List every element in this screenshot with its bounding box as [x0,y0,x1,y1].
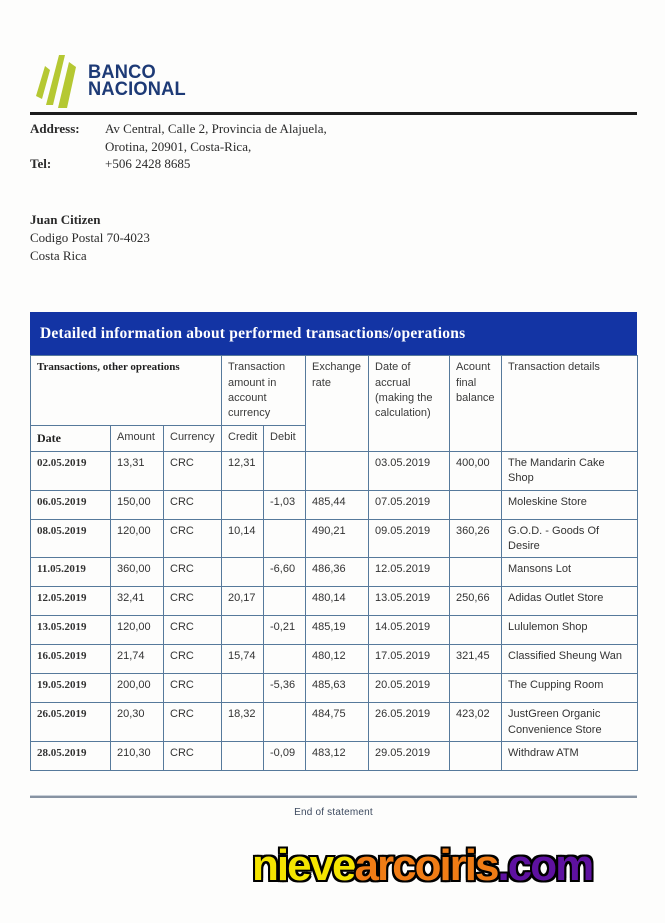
header-debit: Debit [264,425,306,451]
cell-currency: CRC [164,616,222,645]
table-row [31,558,638,587]
cell-credit [222,558,264,587]
table-header-row-1 [31,356,638,426]
watermark-part-1: nieve [252,841,355,890]
cell-amount: 210,30 [111,742,164,771]
cell-exchange-rate: 480,14 [306,587,369,616]
cell-credit: 20,17 [222,587,264,616]
cell-currency: CRC [164,451,222,490]
cell-debit: -0,21 [264,616,306,645]
cell-date: 06.05.2019 [31,490,111,519]
cell-exchange-rate: 485,63 [306,674,369,703]
cell-details: Classified Sheung Wan [502,645,638,674]
transactions-table [30,355,638,771]
table-row [31,742,638,771]
tel-label: Tel: [30,156,52,172]
header-final-balance: Acount final balance [450,356,502,452]
cell-credit: 18,32 [222,703,264,742]
watermark-part-3: .com [497,841,593,890]
cell-currency: CRC [164,587,222,616]
cell-accrual-date: 03.05.2019 [369,451,450,490]
cell-accrual-date: 12.05.2019 [369,558,450,587]
cell-balance [450,674,502,703]
cell-details: Withdraw ATM [502,742,638,771]
cell-accrual-date: 09.05.2019 [369,519,450,558]
cell-credit: 12,31 [222,451,264,490]
header-transactions-group: Transactions, other opreations [31,356,222,426]
cell-balance [450,558,502,587]
cell-exchange-rate: 485,44 [306,490,369,519]
cell-date: 02.05.2019 [31,451,111,490]
cell-accrual-date: 13.05.2019 [369,587,450,616]
cell-accrual-date: 29.05.2019 [369,742,450,771]
cell-debit: -0,09 [264,742,306,771]
header-amount: Amount [111,425,164,451]
cell-debit [264,451,306,490]
section-banner [30,312,637,355]
cell-debit [264,703,306,742]
cell-currency: CRC [164,558,222,587]
bank-logo-text [88,61,186,100]
tel-value: +506 2428 8685 [105,156,191,172]
address-line-2: Orotina, 20901, Costa-Rica, [105,138,252,154]
header-amount-group: Transaction amount in account currency [222,356,306,426]
table-row [31,490,638,519]
cell-exchange-rate: 486,36 [306,558,369,587]
cell-details: Adidas Outlet Store [502,587,638,616]
cell-date: 16.05.2019 [31,645,111,674]
table-row [31,703,638,742]
table-row [31,645,638,674]
cell-currency: CRC [164,674,222,703]
cell-details: The Cupping Room [502,674,638,703]
address-value [105,120,637,155]
cell-debit [264,519,306,558]
section-title: Detailed information about performed transactions/operations [40,324,466,342]
recipient-postal: Codigo Postal 70-4023 [30,229,150,245]
cell-currency: CRC [164,645,222,674]
cell-date: 26.05.2019 [31,703,111,742]
header-currency: Currency [164,425,222,451]
header-accrual-date: Date of accrual (making the calculation) [369,356,450,452]
cell-credit [222,490,264,519]
cell-date: 12.05.2019 [31,587,111,616]
cell-details: Moleskine Store [502,490,638,519]
cell-balance [450,616,502,645]
cell-accrual-date: 14.05.2019 [369,616,450,645]
cell-details: Lululemon Shop [502,616,638,645]
recipient-country: Costa Rica [30,248,87,264]
table-row [31,519,638,558]
cell-debit: -6,60 [264,558,306,587]
cell-amount: 13,31 [111,451,164,490]
cell-balance: 250,66 [450,587,502,616]
cell-amount: 21,74 [111,645,164,674]
table-row [31,674,638,703]
address-line-1: Av Central, Calle 2, Provincia de Alajuela, [105,121,327,136]
cell-exchange-rate: 485,19 [306,616,369,645]
cell-credit: 10,14 [222,519,264,558]
cell-currency: CRC [164,742,222,771]
cell-debit [264,587,306,616]
cell-balance [450,490,502,519]
footer-divider [30,795,637,798]
header-exchange-rate: Exchange rate [306,356,369,452]
cell-date: 08.05.2019 [31,519,111,558]
header-details: Transaction details [502,356,638,452]
cell-balance: 423,02 [450,703,502,742]
cell-accrual-date: 20.05.2019 [369,674,450,703]
cell-accrual-date: 17.05.2019 [369,645,450,674]
end-of-statement-text: End of statement [294,807,373,819]
banco-nacional-logo-icon [30,50,82,112]
watermark [252,841,592,891]
cell-details: The Mandarin Cake Shop [502,451,638,490]
bank-logo-line2: NACIONAL [88,79,186,100]
cell-amount: 150,00 [111,490,164,519]
cell-debit [264,645,306,674]
cell-exchange-rate: 483,12 [306,742,369,771]
cell-amount: 120,00 [111,519,164,558]
cell-debit: -5,36 [264,674,306,703]
cell-amount: 200,00 [111,674,164,703]
bank-logo [30,0,637,112]
recipient-block [30,211,637,266]
cell-accrual-date: 07.05.2019 [369,490,450,519]
table-row [31,587,638,616]
cell-amount: 32,41 [111,587,164,616]
cell-exchange-rate [306,451,369,490]
cell-balance: 400,00 [450,451,502,490]
cell-credit [222,742,264,771]
bank-contact-block [30,115,637,173]
cell-amount: 360,00 [111,558,164,587]
cell-balance: 321,45 [450,645,502,674]
table-row [31,451,638,490]
cell-date: 28.05.2019 [31,742,111,771]
cell-currency: CRC [164,519,222,558]
table-row [31,616,638,645]
cell-amount: 20,30 [111,703,164,742]
table-body [31,451,638,770]
cell-balance [450,742,502,771]
cell-credit [222,674,264,703]
cell-exchange-rate: 480,12 [306,645,369,674]
bank-logo-line1: BANCO [88,61,156,83]
cell-details: JustGreen Organic Convenience Store [502,703,638,742]
cell-exchange-rate: 484,75 [306,703,369,742]
cell-balance: 360,26 [450,519,502,558]
watermark-part-2: arcoiris [354,841,498,890]
cell-debit: -1,03 [264,490,306,519]
header-date: Date [31,425,111,451]
cell-details: G.O.D. - Goods Of Desire [502,519,638,558]
address-label: Address: [30,121,80,136]
header-credit: Credit [222,425,264,451]
cell-date: 13.05.2019 [31,616,111,645]
cell-currency: CRC [164,703,222,742]
cell-amount: 120,00 [111,616,164,645]
cell-accrual-date: 26.05.2019 [369,703,450,742]
recipient-name: Juan Citizen [30,211,101,227]
cell-credit [222,616,264,645]
cell-date: 11.05.2019 [31,558,111,587]
cell-details: Mansons Lot [502,558,638,587]
cell-exchange-rate: 490,21 [306,519,369,558]
cell-credit: 15,74 [222,645,264,674]
cell-currency: CRC [164,490,222,519]
cell-date: 19.05.2019 [31,674,111,703]
